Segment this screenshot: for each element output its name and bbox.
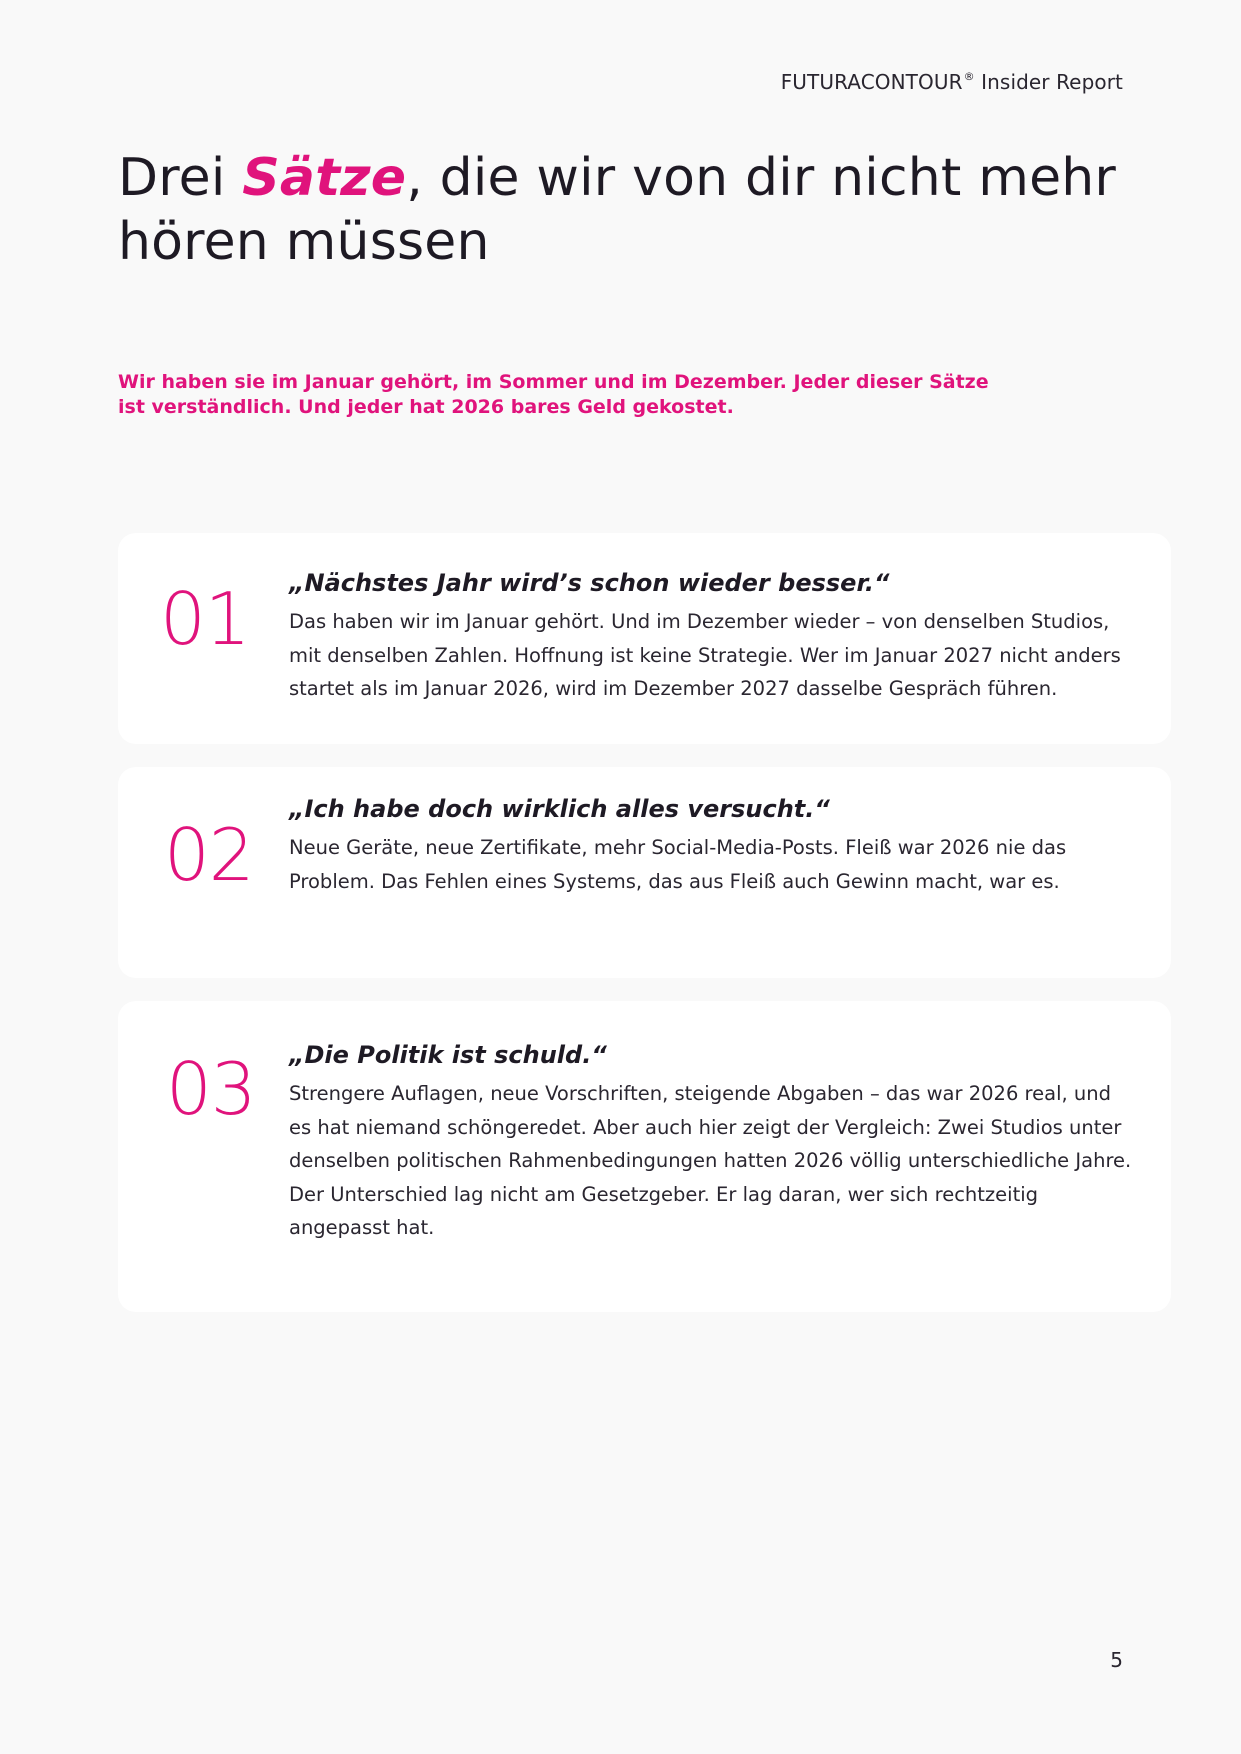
card-number: 01 (160, 577, 250, 661)
card-body (289, 793, 1139, 898)
statement-card-2 (118, 767, 1171, 978)
card-number: 03 (166, 1047, 256, 1131)
report-header (781, 70, 1123, 94)
brand-name: FUTURACONTOUR (780, 70, 963, 94)
page-title (118, 146, 1138, 274)
card-text: Strengere Auflagen, neue Vorschriften, steigende Abgaben – das war 2026 real, und es hat niemand schöngeredet. Aber auch hier zeigt der Vergleich: Zwei Studios unter denselben politischen Rahmenbedingungen hatten 2026 völlig unterschiedliche Jahre. Der Unterschied lag nicht am Gesetzgeber. Er lag daran, wer sich rechtzeitig angepasst hat. (289, 1082, 1132, 1239)
page-number: 5 (1110, 1648, 1123, 1672)
card-text: Das haben wir im Januar gehört. Und im Dezember wieder – von denselben Studios, mit denselben Zahlen. Hoffnung ist keine Strategie. Wer im Januar 2027 nicht anders startet als im Januar 2026, wird im Dezember 2027 dasselbe Gespräch führen. (289, 610, 1121, 700)
registered-mark: ® (963, 70, 975, 83)
statement-card-3 (118, 1001, 1171, 1312)
card-number: 02 (164, 813, 254, 897)
card-quote: „Die Politik ist schuld.“ (289, 1041, 607, 1069)
statement-card-1 (118, 533, 1171, 744)
card-body (289, 567, 1139, 706)
card-quote: „Nächstes Jahr wird’s schon wieder besser.“ (289, 569, 890, 597)
lead-paragraph: Wir haben sie im Januar gehört, im Sommer und im Dezember. Jeder dieser Sätze ist verständlich. Und jeder hat 2026 bares Geld gekostet. (118, 371, 989, 418)
card-text: Neue Geräte, neue Zertifikate, mehr Social-Media-Posts. Fleiß war 2026 nie das Problem. Das Fehlen eines Systems, das aus Fleiß auch Gewinn macht, war es. (289, 836, 1067, 893)
title-accent-word: Sätze (242, 148, 407, 208)
card-body (289, 1039, 1139, 1245)
title-part-before: Drei (118, 148, 243, 208)
title-part-after: , die wir von dir nicht mehr hören müssen (118, 148, 1116, 272)
report-name: Insider Report (981, 70, 1123, 94)
card-quote: „Ich habe doch wirklich alles versucht.“ (289, 795, 830, 823)
